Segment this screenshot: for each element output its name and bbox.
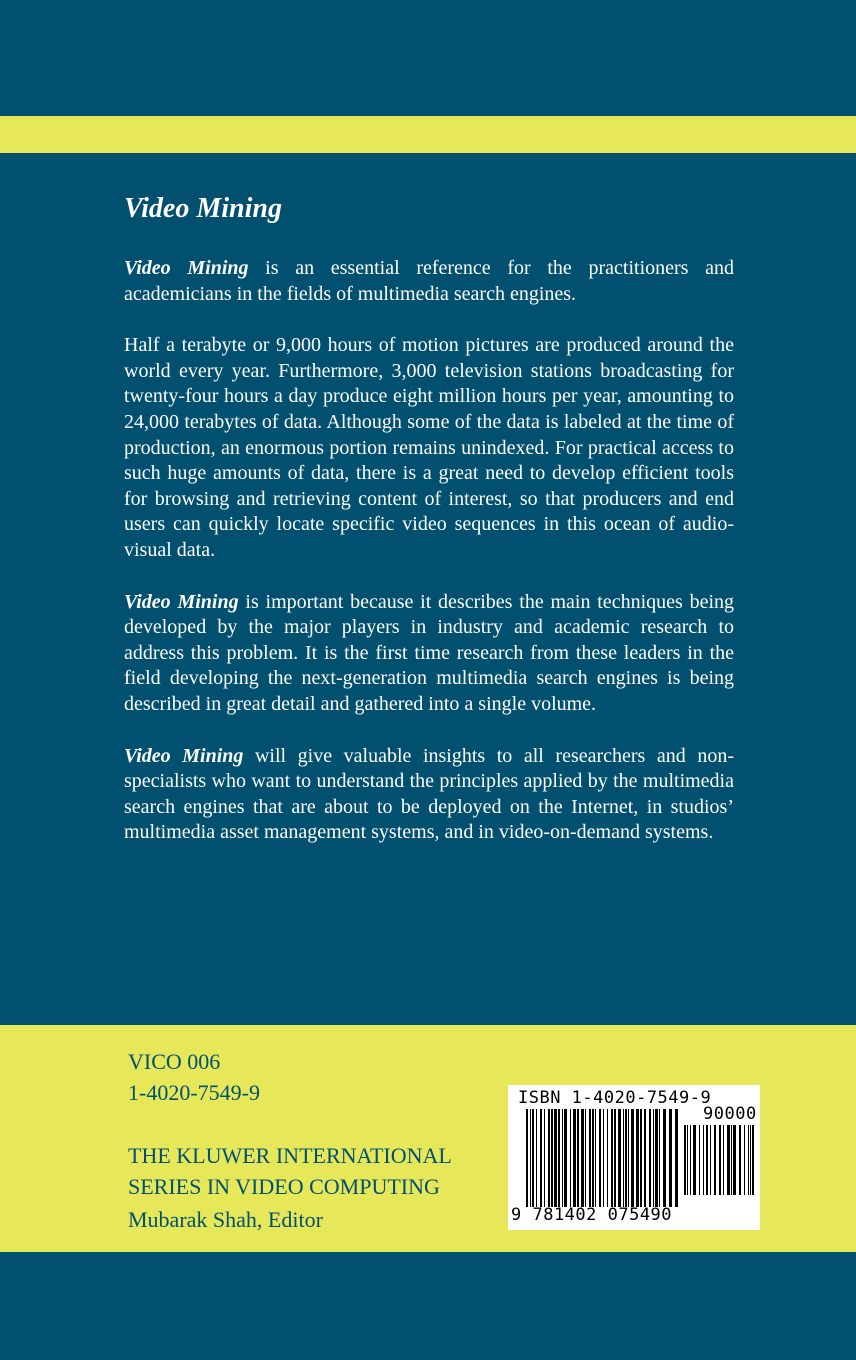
description-paragraph-4 [124, 744, 734, 846]
top-yellow-band [0, 116, 856, 153]
paragraph-lead-title: Video Mining [124, 257, 249, 279]
isbn-barcode [508, 1085, 760, 1230]
description-paragraph-3 [124, 590, 734, 718]
isbn-short: 1-4020-7549-9 [128, 1080, 260, 1105]
series-title-line-1: THE KLUWER INTERNATIONAL [128, 1143, 452, 1168]
description-paragraph-1 [124, 256, 734, 307]
paragraph-lead-title: Video Mining [124, 744, 244, 767]
series-editor: Mubarak Shah, Editor [128, 1207, 323, 1232]
description-paragraph-2 [124, 333, 734, 563]
paragraph-text: will give valuable insights to all researchers and non-specialists who want to understand the principles applied by the multimedia search engines that are about to be deployed on the Internet, in studios’ multimedia asset management systems, and in video-on-demand systems. [124, 744, 735, 844]
series-code: VICO 006 [128, 1049, 221, 1074]
paragraph-text: is an essential reference for the practitioners and academicians in the fields of multimedia search engines. [124, 257, 734, 305]
barcode-price-code: 90000 [703, 1104, 757, 1124]
book-title: Video Mining [124, 193, 282, 224]
description-body [124, 256, 734, 872]
barcode-isbn-label: ISBN 1-4020-7549-9 [518, 1088, 712, 1108]
paragraph-lead-title: Video Mining [124, 590, 239, 613]
paragraph-text: is important because it describes the main techniques being developed by the major players in industry and academic research to address this problem. It is the first time research from these leaders in the field developing the next-generation multimedia search engines is being described in great detail and gathered into a single volume. [124, 590, 735, 715]
series-title-line-2: SERIES IN VIDEO COMPUTING [128, 1174, 440, 1199]
barcode-ean-number: 9 781402 075490 [511, 1205, 673, 1225]
paragraph-text: Half a terabyte or 9,000 hours of motion pictures are produced around the world every year. Furthermore, 3,000 television stations broadcasting for twenty-four hours a day produce eight million hours per year, amounting to 24,000 terabytes of data. Although some of the data is labeled at the time of production, an enormous portion remains unindexed. For practical access to such huge amounts of data, there is a great need to develop efficient tools for browsing and retrieving content of interest, so that producers and end users can quickly locate specific video sequences in this ocean of audio-visual data. [124, 334, 734, 561]
